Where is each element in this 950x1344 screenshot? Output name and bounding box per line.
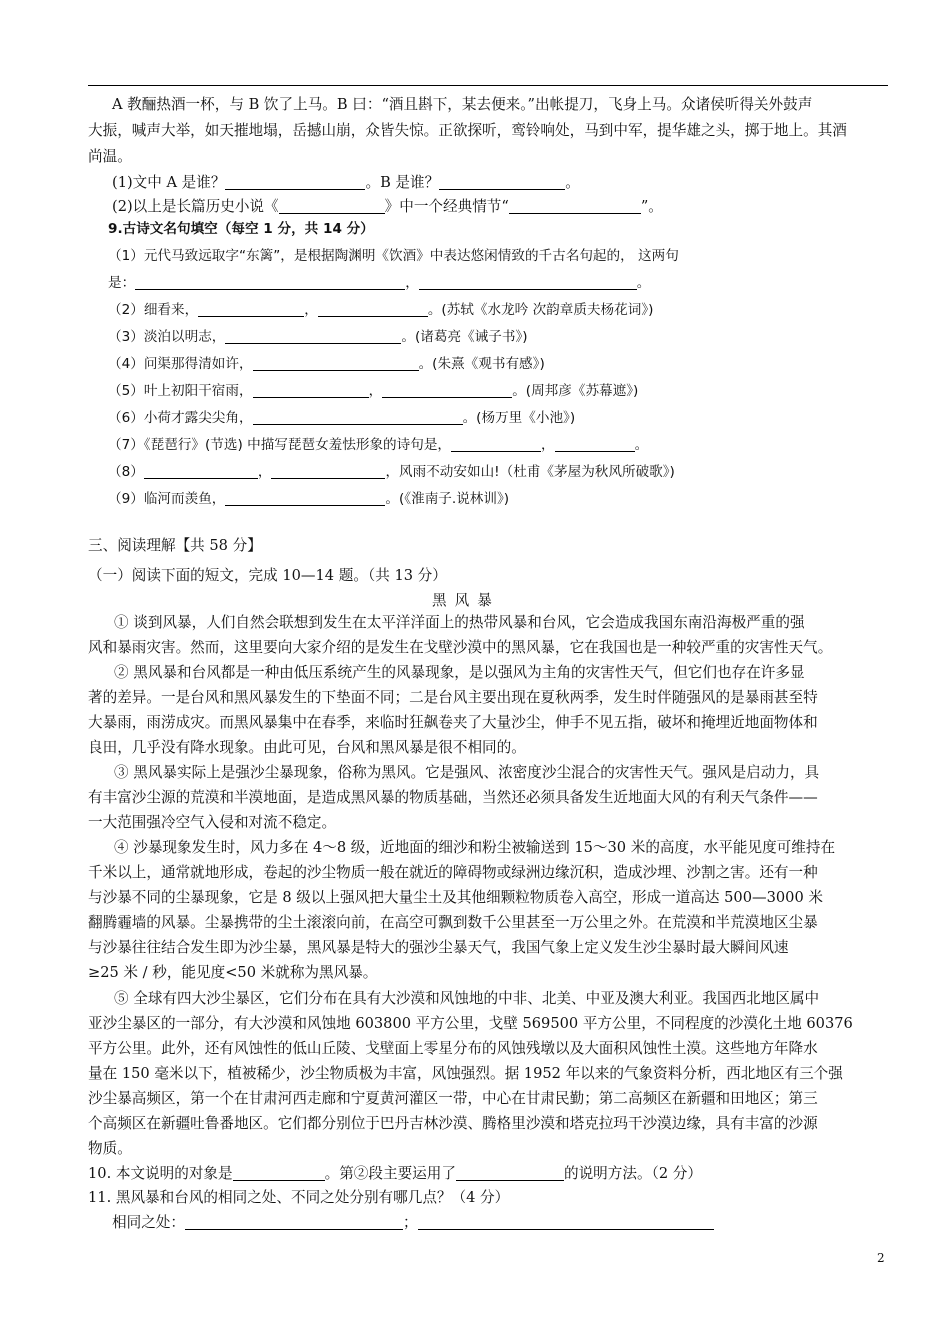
answer-blank[interactable] [198, 302, 304, 317]
answer-blank[interactable] [418, 1215, 714, 1230]
poetry-q4: （4）问渠那得清如许， 。(朱熹《观书有感》) [108, 356, 545, 372]
question-11-answer: 相同之处： ； [112, 1213, 714, 1233]
article-line: ① 谈到风暴，人们自然会联想到发生在太平洋洋面上的热带风暴和台风，它会造成我国东南沿海极严重的强 [114, 614, 805, 631]
answer-blank[interactable] [451, 437, 541, 452]
article-line: 一大范围强冷空气入侵和对流不稳定。 [88, 814, 337, 831]
answer-blank[interactable] [225, 329, 401, 344]
article-title: 黑风暴 [432, 592, 500, 609]
article-line: ② 黑风暴和台风都是一种由低压系统产生的风暴现象，是以强风为主角的灾害性天气，但它们也存在许多显 [114, 664, 805, 681]
poetry-q5: （5）叶上初阳干宿雨， ， 。(周邦彦《苏幕遮》) [108, 383, 639, 399]
answer-blank[interactable] [185, 1215, 403, 1230]
article-line: 良田，几乎没有降水现象。由此可见，台风和黑风暴是很不相同的。 [88, 739, 526, 756]
poetry-q8: （8） ， ，风雨不动安如山!（杜甫《茅屋为秋风所破歌》) [108, 464, 675, 480]
poetry-q9: （9）临河而羡鱼， 。(《淮南子.说林训》) [108, 491, 510, 507]
article-line: ≥25 米 / 秒，能见度<50 米就称为黑风暴。 [88, 964, 378, 981]
answer-blank[interactable] [456, 1166, 564, 1181]
answer-blank[interactable] [419, 275, 637, 290]
header-rule [88, 85, 888, 86]
reading-part-heading: （一）阅读下面的短文，完成 10—14 题。（共 13 分） [88, 567, 447, 584]
article-line: 有丰富沙尘源的荒漠和半漠地面，是造成黑风暴的物质基础，当然还必须具备发生近地面大风的有利天气条件—— [88, 789, 818, 806]
poetry-q1: （1）元代马致远取字“东篱”，是根据陶渊明《饮酒》中表达悠闲情致的千古名句起的， 这两句 [108, 248, 679, 264]
article-line: 千米以上，通常就地形成，卷起的沙尘物质一般在就近的障碍物或绿洲边缘沉积，造成沙埋、沙割之害。还有一种 [88, 864, 818, 881]
answer-blank[interactable] [271, 464, 385, 479]
answer-blank[interactable] [225, 491, 385, 506]
answer-blank[interactable] [555, 437, 635, 452]
story-question-2: (2)以上是长篇历史小说《 》中一个经典情节“ ”。 [112, 198, 663, 215]
answer-blank[interactable] [233, 1166, 325, 1181]
article-line: 沙尘暴高频区，第一个在甘肃河西走廊和宁夏黄河灌区一带，中心在甘肃民勤；第二高频区在新疆和田地区；第三 [88, 1090, 818, 1107]
story-line: A 教酾热酒一杯，与 B 饮了上马。B 曰：“酒且斟下，某去便来。”出帐提刀，飞身上马。众诸侯听得关外鼓声 [112, 96, 813, 113]
article-line: ④ 沙暴现象发生时，风力多在 4～8 级，近地面的细沙和粉尘被输送到 15～30 米的高度，水平能见度可维持在 [114, 839, 836, 856]
answer-blank[interactable] [509, 199, 641, 214]
page-number: 2 [877, 1251, 885, 1265]
poetry-q6: （6）小荷才露尖尖角， 。(杨万里《小池》) [108, 410, 576, 426]
question-10: 10. 本文说明的对象是 。第②段主要运用了 的说明方法。（2 分） [88, 1165, 702, 1182]
article-line: ③ 黑风暴实际上是强沙尘暴现象，俗称为黑风。它是强风、浓密度沙尘混合的灾害性天气。强风是启动力，具 [114, 764, 820, 781]
poetry-q2: （2）细看来， ， 。(苏轼《水龙吟 次韵章质夫杨花词》) [108, 302, 654, 318]
article-line: 量在 150 毫米以下，植被稀少，沙尘物质极为丰富，风蚀强烈。据 1952 年以来的气象资料分析，西北地区有三个强 [88, 1065, 843, 1082]
article-line: 大暴雨，雨涝成灾。而黑风暴集中在春季，来临时狂飙卷夹了大量沙尘，伸手不见五指，破坏和掩埋近地面物体和 [88, 714, 818, 731]
poetry-q7: （7）《琵琶行》(节选) 中描写琵琶女羞怯形象的诗句是， ， 。 [108, 437, 649, 453]
article-line: 平方公里。此外，还有风蚀性的低山丘陵、戈壁面上零星分布的风蚀残墩以及大面积风蚀性土漠。这些地方年降水 [88, 1040, 818, 1057]
article-line: 著的差异。一是台风和黑风暴发生的下垫面不同；二是台风主要出现在夏秋两季，发生时伴随强风的是暴雨甚至特 [88, 689, 818, 706]
reading-section-heading: 三、阅读理解【共 58 分】 [88, 537, 262, 554]
poetry-q3: （3）淡泊以明志， 。(诸葛亮《诫子书》) [108, 329, 528, 345]
answer-blank[interactable] [253, 383, 369, 398]
answer-blank[interactable] [253, 356, 419, 371]
answer-blank[interactable] [253, 410, 463, 425]
answer-blank[interactable] [382, 383, 512, 398]
story-line: 大振，喊声大举，如天摧地塌，岳撼山崩，众皆失惊。正欲探听，鸾铃响处，马到中军，提华雄之头，掷于地上。其酒 [88, 122, 847, 139]
answer-blank[interactable] [439, 175, 565, 190]
article-line: 翻腾霾墙的风暴。尘暴携带的尘土滚滚向前，在高空可飘到数千公里甚至一万公里之外。在荒漠和半荒漠地区尘暴 [88, 914, 818, 931]
answer-blank[interactable] [225, 175, 365, 190]
story-question-1: (1)文中 A 是谁？ 。B 是谁？ 。 [112, 174, 580, 191]
poetry-heading: 9.古诗文名句填空（每空 1 分，共 14 分） [108, 221, 374, 237]
answer-blank[interactable] [144, 464, 258, 479]
answer-blank[interactable] [135, 275, 405, 290]
article-line: 物质。 [88, 1140, 132, 1157]
story-line: 尚温。 [88, 148, 132, 165]
article-line: ⑤ 全球有四大沙尘暴区，它们分布在具有大沙漠和风蚀地的中非、北美、中亚及澳大利亚。我国西北地区属中 [114, 990, 820, 1007]
article-line: 个高频区在新疆吐鲁番地区。它们都分别位于巴丹吉林沙漠、腾格里沙漠和塔克拉玛干沙漠边缘，具有丰富的沙源 [88, 1115, 818, 1132]
question-11: 11. 黑风暴和台风的相同之处、不同之处分别有哪几点？（4 分） [88, 1189, 510, 1206]
poetry-q1-answer: 是： ， 。 [108, 275, 651, 291]
article-line: 与沙暴往往结合发生即为沙尘暴，黑风暴是特大的强沙尘暴天气，我国气象上定义发生沙尘暴时最大瞬间风速 [88, 939, 789, 956]
answer-blank[interactable] [318, 302, 428, 317]
article-line: 亚沙尘暴区的一部分，有大沙漠和风蚀地 603800 平方公里，戈壁 569500 平方公里，不同程度的沙漠化土地 60376 [88, 1015, 853, 1032]
article-line: 风和暴雨灾害。然而，这里要向大家介绍的是发生在戈壁沙漠中的黑风暴，它在我国也是一种较严重的灾害性天气。 [88, 639, 833, 656]
article-line: 与沙暴不同的尘暴现象，它是 8 级以上强风把大量尘土及其他细颗粒物质卷入高空，形成一道高达 500—3000 米 [88, 889, 823, 906]
answer-blank[interactable] [279, 199, 385, 214]
